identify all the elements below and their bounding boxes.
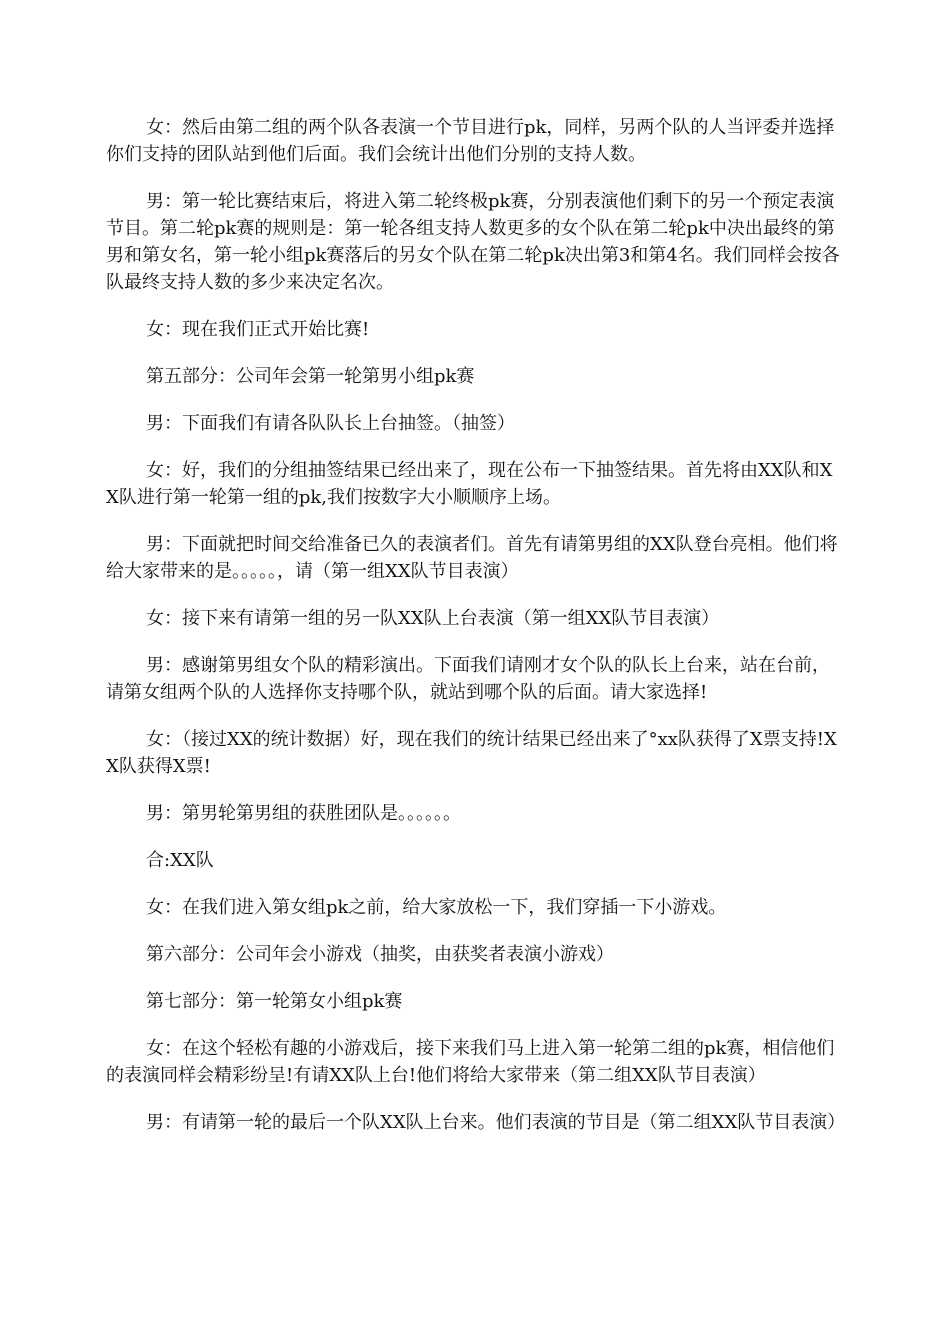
paragraph: 女：好，我们的分组抽签结果已经出来了，现在公布一下抽签结果。首先将由XX队和XX队进行第一轮第一组的pk,我们按数字大小顺顺序上场。 — [106, 460, 833, 508]
paragraph: 合:XX队 — [146, 850, 214, 871]
paragraph: 女：然后由第二组的两个队各表演一个节目进行pk，同样，另两个队的人当评委并选择你们支持的团队站到他们后面。我们会统计出他们分别的支持人数。 — [106, 117, 835, 165]
paragraph: 女：现在我们正式开始比赛! — [146, 319, 370, 340]
paragraph: 男：第一轮比赛结束后，将进入第二轮终极pk赛，分别表演他们剩下的另一个预定表演节目。第二轮pk赛的规则是：第一轮各组支持人数更多的女个队在第二轮pk中决出最终的第男和第女名，第一轮小组pk赛落后的另女个队在第二轮pk决出第3和第4名。我们同样会按各队最终支持人数的多少来决定名次。 — [106, 191, 840, 293]
paragraph: 男：第男轮第男组的获胜团队是。。。。。。 — [146, 803, 461, 824]
paragraph: 女：接下来有请第一组的另一队XX队上台表演（第一组XX队节目表演） — [146, 608, 720, 629]
section-heading: 第五部分：公司年会第一轮第男小组pk赛 — [146, 366, 475, 387]
paragraph: 男：下面就把时间交给准备已久的表演者们。首先有请第男组的XX队登台亮相。他们将给大家带来的是。。。。。，请（第一组XX队节目表演） — [106, 534, 838, 582]
paragraph: 女：在我们进入第女组pk之前，给大家放松一下，我们穿插一下小游戏。 — [146, 897, 727, 918]
paragraph: 女：（接过XX的统计数据）好，现在我们的统计结果已经出来了°xx队获得了X票支持!XX队获得X票! — [106, 729, 837, 777]
section-heading: 第六部分：公司年会小游戏（抽奖，由获奖者表演小游戏） — [146, 944, 614, 965]
paragraph: 男：感谢第男组女个队的精彩演出。下面我们请刚才女个队的队长上台来，站在台前，请第女组两个队的人选择你支持哪个队，就站到哪个队的后面。请大家选择! — [106, 655, 830, 703]
document-body — [106, 114, 846, 1156]
paragraph: 男：下面我们有请各队队长上台抽签。（抽签） — [146, 413, 515, 434]
section-heading: 第七部分：第一轮第女小组pk赛 — [146, 991, 403, 1012]
paragraph: 男：有请第一轮的最后一个队XX队上台来。他们表演的节目是（第二组XX队节目表演） — [146, 1112, 846, 1133]
paragraph: 女：在这个轻松有趣的小游戏后，接下来我们马上进入第一轮第二组的pk赛，相信他们的表演同样会精彩纷呈!有请XX队上台!他们将给大家带来（第二组XX队节目表演） — [106, 1038, 835, 1086]
